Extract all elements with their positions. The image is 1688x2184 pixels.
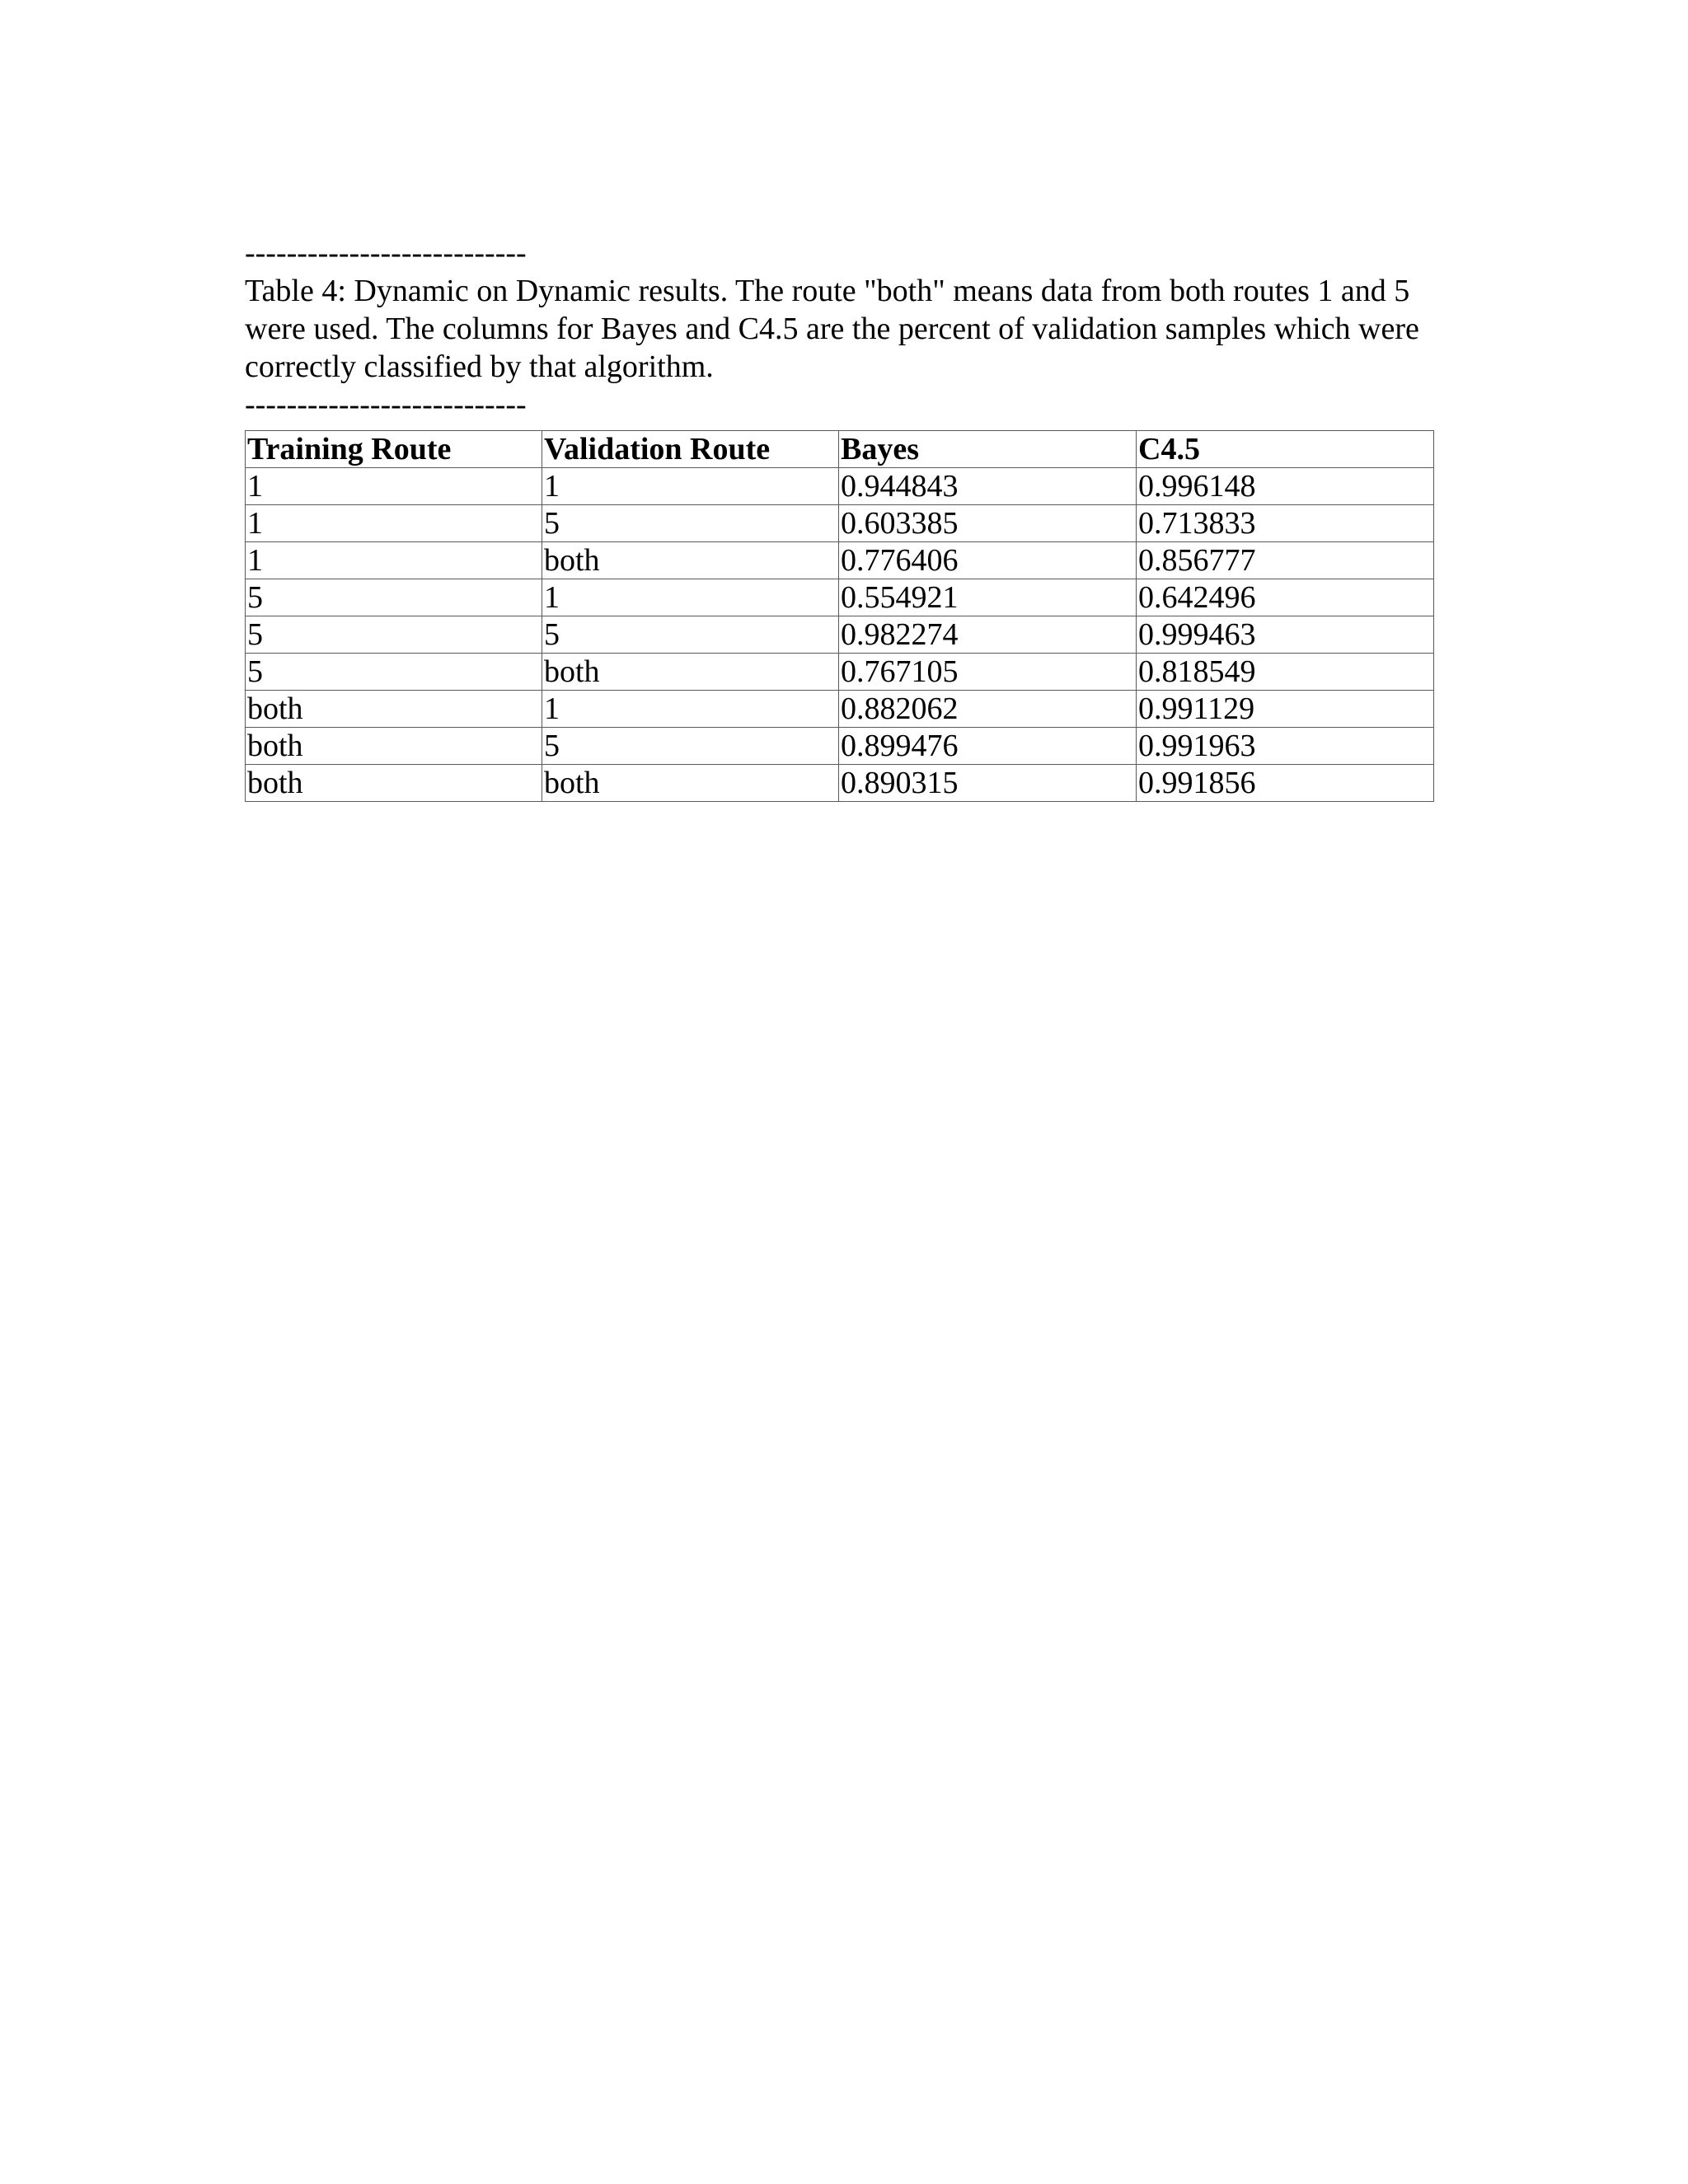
- cell-c45: 0.996148: [1137, 468, 1434, 505]
- cell-training-route: 1: [246, 542, 542, 579]
- cell-bayes: 0.554921: [839, 579, 1137, 616]
- header-c45: C4.5: [1137, 431, 1434, 468]
- table-row: [246, 505, 1434, 542]
- cell-training-route: both: [246, 691, 542, 728]
- table-row: [246, 542, 1434, 579]
- cell-bayes: 0.776406: [839, 542, 1137, 579]
- cell-bayes: 0.890315: [839, 765, 1137, 802]
- cell-validation-route: both: [542, 765, 839, 802]
- cell-training-route: 5: [246, 616, 542, 654]
- separator-line-top: ---------------------------: [245, 236, 527, 270]
- header-bayes: Bayes: [839, 431, 1137, 468]
- table-row: [246, 728, 1434, 765]
- table-row: [246, 691, 1434, 728]
- cell-training-route: both: [246, 728, 542, 765]
- cell-validation-route: 1: [542, 579, 839, 616]
- cell-training-route: 1: [246, 505, 542, 542]
- cell-validation-route: both: [542, 654, 839, 691]
- cell-bayes: 0.882062: [839, 691, 1137, 728]
- cell-bayes: 0.899476: [839, 728, 1137, 765]
- cell-training-route: 5: [246, 654, 542, 691]
- document-page: [245, 234, 1448, 802]
- cell-c45: 0.999463: [1137, 616, 1434, 654]
- cell-c45: 0.991963: [1137, 728, 1434, 765]
- cell-training-route: 5: [246, 579, 542, 616]
- cell-c45: 0.991856: [1137, 765, 1434, 802]
- cell-bayes: 0.603385: [839, 505, 1137, 542]
- cell-validation-route: both: [542, 542, 839, 579]
- table-row: [246, 616, 1434, 654]
- cell-training-route: both: [246, 765, 542, 802]
- cell-validation-route: 5: [542, 616, 839, 654]
- table-caption: Table 4: Dynamic on Dynamic results. The route "both" means data from both routes 1 and 5 were used. The columns for Bayes and C4.5 are the percent of validation samples which were correctly classified by that algorithm.: [245, 274, 1419, 384]
- cell-bayes: 0.767105: [839, 654, 1137, 691]
- cell-bayes: 0.944843: [839, 468, 1137, 505]
- header-training-route: Training Route: [246, 431, 542, 468]
- cell-validation-route: 5: [542, 505, 839, 542]
- cell-c45: 0.642496: [1137, 579, 1434, 616]
- table-row: [246, 468, 1434, 505]
- cell-c45: 0.856777: [1137, 542, 1434, 579]
- cell-validation-route: 1: [542, 691, 839, 728]
- cell-c45: 0.818549: [1137, 654, 1434, 691]
- cell-bayes: 0.982274: [839, 616, 1137, 654]
- results-table: [245, 430, 1434, 802]
- table-row: [246, 579, 1434, 616]
- table-header-row: [246, 431, 1434, 468]
- cell-c45: 0.713833: [1137, 505, 1434, 542]
- separator-line-bottom: ---------------------------: [245, 387, 527, 422]
- table-row: [246, 765, 1434, 802]
- cell-validation-route: 5: [542, 728, 839, 765]
- cell-c45: 0.991129: [1137, 691, 1434, 728]
- header-validation-route: Validation Route: [542, 431, 839, 468]
- cell-validation-route: 1: [542, 468, 839, 505]
- cell-training-route: 1: [246, 468, 542, 505]
- table-row: [246, 654, 1434, 691]
